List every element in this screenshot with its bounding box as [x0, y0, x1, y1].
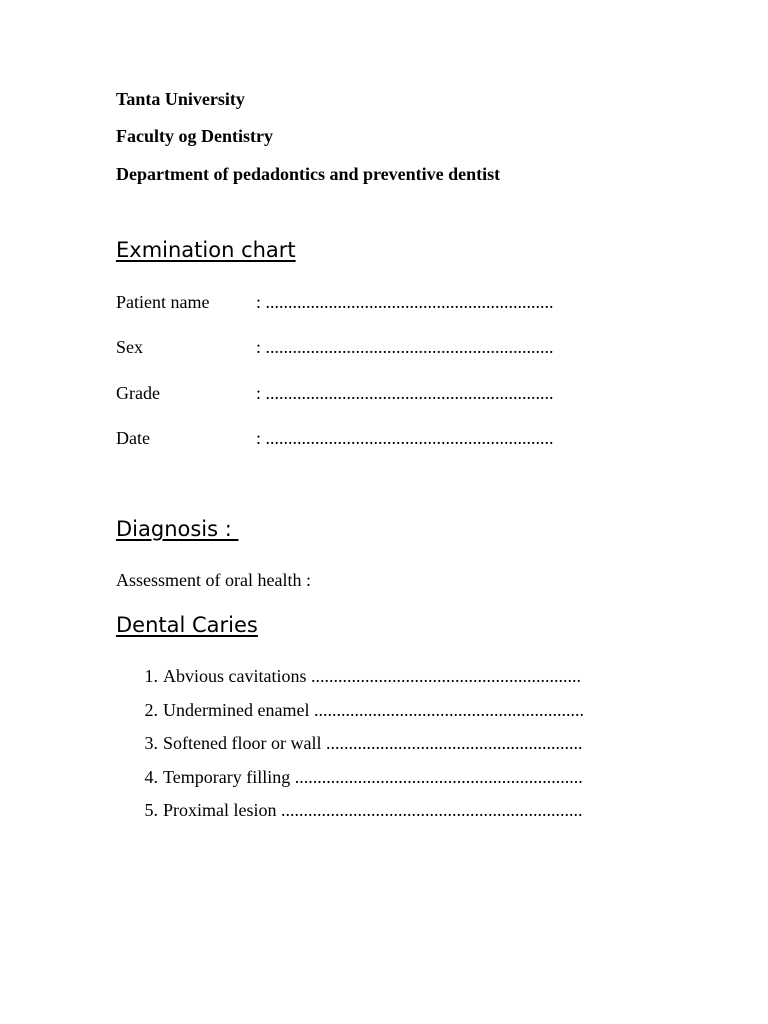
field-label: Sex	[116, 337, 143, 357]
exam-chart-heading: Exmination chart	[116, 238, 296, 262]
field-blank: : ................................................................	[256, 383, 554, 403]
field-blank: : ................................................................	[256, 428, 554, 448]
list-number: 2.	[144, 700, 158, 720]
list-number: 5.	[144, 800, 158, 820]
list-item	[136, 664, 696, 688]
list-text: Proximal lesion ...................................................................	[163, 800, 583, 820]
list-text: Abvious cavitations ............................................................	[163, 666, 581, 686]
field-grade	[116, 381, 676, 405]
field-patient-name	[116, 290, 676, 314]
list-item	[136, 731, 696, 755]
assessment-label: Assessment of oral health :	[116, 570, 311, 590]
list-item	[136, 698, 696, 722]
faculty-name: Faculty og Dentistry	[116, 126, 273, 146]
list-text: Softened floor or wall .........................................................	[163, 733, 583, 753]
list-number: 1.	[144, 666, 158, 686]
list-number: 3.	[144, 733, 158, 753]
list-text: Temporary filling ................................................................	[163, 767, 583, 787]
list-text: Undermined enamel ............................................................	[163, 700, 584, 720]
field-sex	[116, 335, 676, 359]
university-name: Tanta University	[116, 89, 245, 109]
diagnosis-heading: Diagnosis :	[116, 517, 239, 541]
field-label: Grade	[116, 383, 160, 403]
list-item	[136, 765, 696, 789]
dental-caries-heading: Dental Caries	[116, 613, 258, 637]
list-number: 4.	[144, 767, 158, 787]
list-item	[136, 798, 696, 822]
department-name: Department of pedadontics and preventive dentist	[116, 164, 501, 184]
field-blank: : ................................................................	[256, 292, 554, 312]
field-blank: : ................................................................	[256, 337, 554, 357]
field-date	[116, 426, 676, 450]
field-label: Date	[116, 428, 150, 448]
field-label: Patient name	[116, 292, 210, 312]
